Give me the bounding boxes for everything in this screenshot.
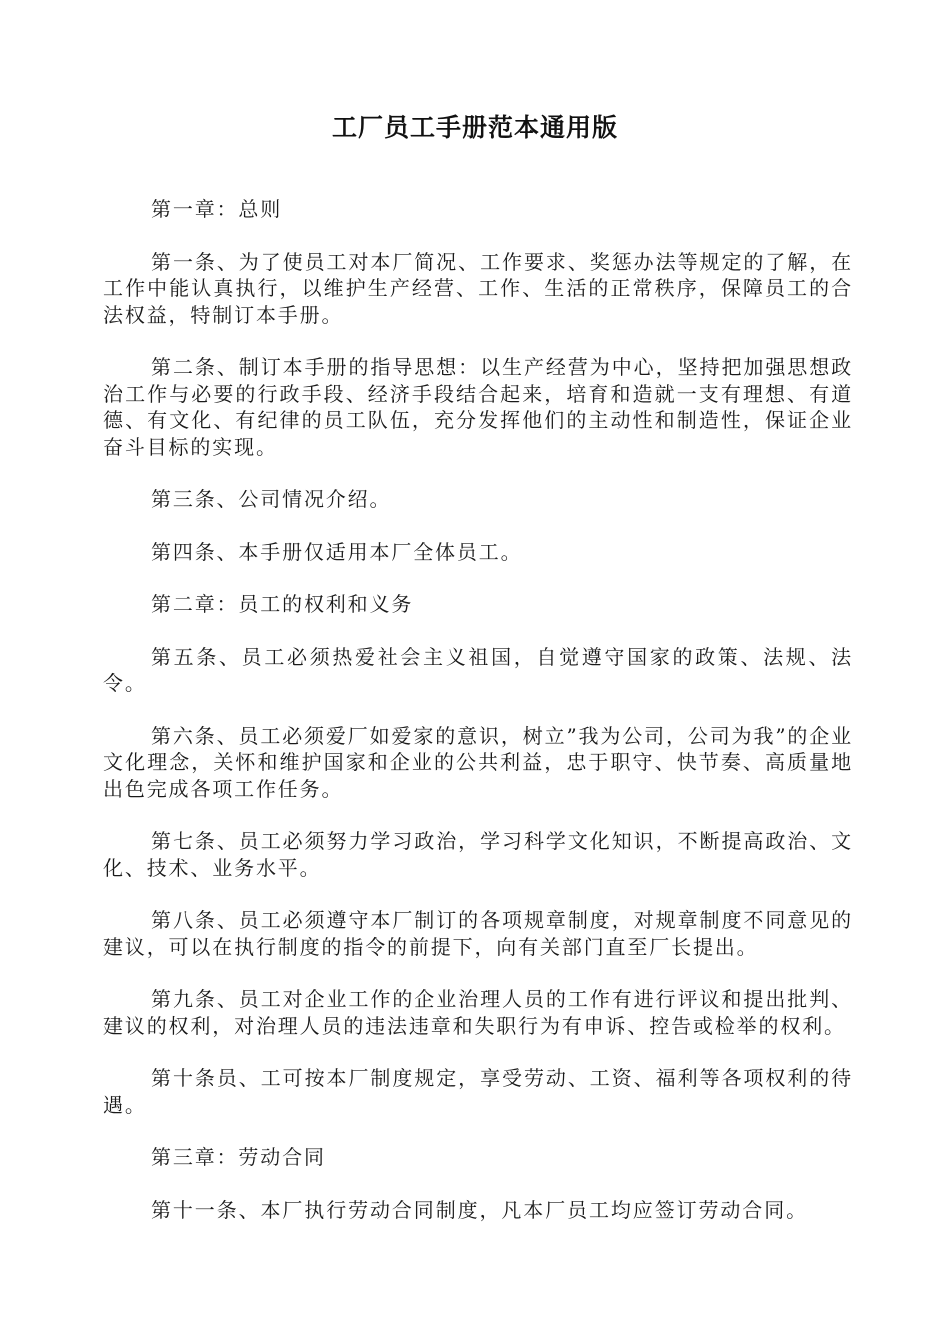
article-paragraph: 第四条、本手册仅适用本厂全体员工。 (151, 539, 523, 564)
article-paragraph: 第一条、为了使员工对本厂简况、工作要求、奖惩办法等规定的了解，在工作中能认真执行，以维护生产经营、工作、生活的正常秩序，保障员工的合法权益，特制订本手册。 (103, 249, 853, 327)
article-paragraph: 第十条员、工可按本厂制度规定，享受劳动、工资、福利等各项权利的待遇。 (103, 1066, 853, 1117)
chapter-heading: 第二章：员工的权利和义务 (151, 592, 414, 616)
article-paragraph: 第六条、员工必须爱厂如爱家的意识，树立”我为公司，公司为我”的企业文化理念，关怀和维护国家和企业的公共利益，忠于职守、快节奏、高质量地出色完成各项工作任务。 (103, 723, 853, 801)
chapter-heading: 第一章：总则 (151, 197, 283, 221)
chapter-heading: 第三章：劳动合同 (151, 1145, 326, 1169)
article-paragraph: 第十一条、本厂执行劳动合同制度，凡本厂员工均应签订劳动合同。 (151, 1197, 808, 1222)
document-title: 工厂员工手册范本通用版 (331, 113, 618, 142)
article-paragraph: 第八条、员工必须遵守本厂制订的各项规章制度，对规章制度不同意见的建议，可以在执行制度的指令的前提下，向有关部门直至厂长提出。 (103, 908, 853, 959)
article-paragraph: 第七条、员工必须努力学习政治，学习科学文化知识，不断提高政治、文化、技术、业务水平。 (103, 829, 853, 880)
document-body (103, 196, 853, 1249)
article-paragraph: 第五条、员工必须热爱社会主义祖国，自觉遵守国家的政策、法规、法令。 (103, 644, 853, 695)
article-paragraph: 第二条、制订本手册的指导思想：以生产经营为中心，坚持把加强思想政治工作与必要的行政手段、经济手段结合起来，培育和造就一支有理想、有道德、有文化、有纪律的员工队伍，充分发挥他们的主动性和制造性，保证企业奋斗目标的实现。 (103, 355, 853, 459)
article-paragraph: 第三条、公司情况介绍。 (151, 487, 392, 511)
article-paragraph: 第九条、员工对企业工作的企业治理人员的工作有进行评议和提出批判、建议的权利，对治理人员的违法违章和失职行为有申诉、控告或检举的权利。 (103, 987, 853, 1038)
